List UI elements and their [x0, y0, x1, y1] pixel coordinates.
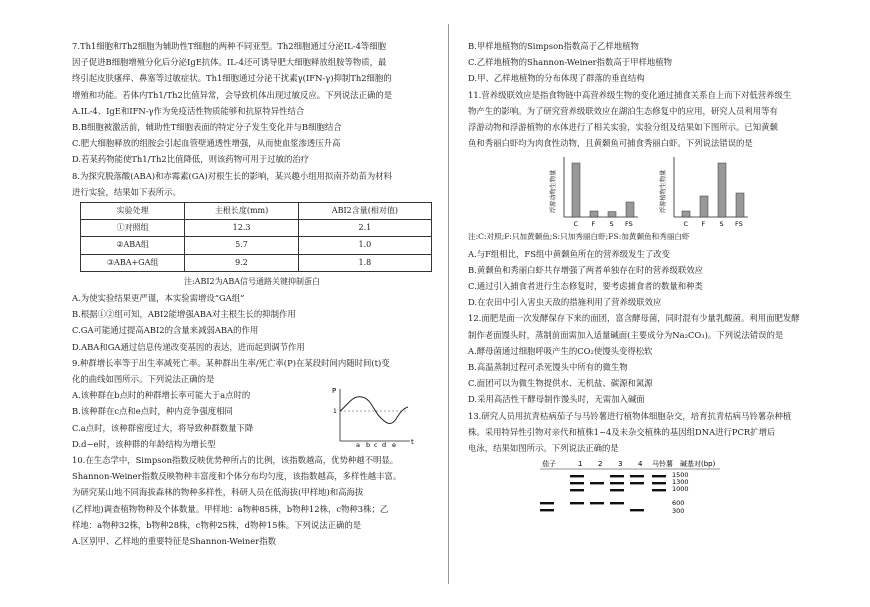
table-cell: ①对照组: [81, 220, 185, 237]
q12-stem-line: 12.面肥是面一次发酵保存下来的面团，富含酵母菌，同时混有少量乳酸菌。利用面肥发酵: [468, 313, 800, 324]
q9-option-b: B.该种群在c点和e点时，种内竞争强度相同: [72, 406, 233, 417]
y-axis-label: P: [332, 386, 337, 395]
gel-lane-label: 2: [598, 460, 603, 469]
table-note: 注:ABI2为ABA信号通路关键抑制蛋白: [183, 276, 321, 286]
q10-option-c: C.乙样地植物的Shannon-Weiner指数高于甲样地植物: [468, 57, 673, 68]
gel-band: [570, 475, 584, 477]
q12-option-d: D.采用高活性干酵母制作馒头时，无需加入碱面: [468, 394, 645, 405]
q11-stem-line: 物产生的影响。为了研究营养级联效应在湖泊生态修复中的应用，研究人员利用等有: [468, 105, 778, 116]
p-curve: [340, 397, 408, 424]
table-row: [81, 220, 432, 237]
tick-label: e: [392, 440, 396, 447]
q11-stem-line: 鱼和秀丽白虾均为肉食性动物，且黄颡鱼可捕食秀丽白虾。下列说法错误的是: [468, 138, 753, 149]
q10-stem-line: 为研究某山地不同海拔森林的物种多样性，科研人员在低海拔(甲样地)和高海拔: [72, 487, 364, 498]
table-header-cell: ABI2含量(相对值): [298, 203, 431, 220]
gel-lane-label: 3: [618, 460, 623, 469]
table-cell: 1.0: [298, 237, 431, 254]
q7-option-b: B.B细胞被激活前，辅助性T细胞表面的特定分子发生变化并与B细胞结合: [72, 122, 342, 133]
tick-label: c: [374, 440, 378, 447]
gel-band: [610, 502, 624, 504]
question-8: [72, 168, 432, 355]
tick-label: FS: [735, 220, 743, 229]
bar-C: [572, 163, 580, 217]
left-column: [72, 38, 432, 549]
tick-label: b: [366, 440, 371, 447]
tick-label: FS: [625, 220, 633, 229]
q8-stem-line: 8.为探究脱落酸(ABA)和赤霉素(GA)对根生长的影响，某兴趣小组用拟南芥幼苗为材料: [72, 170, 393, 181]
q8-option-a: A.为使实验结果更严谨，本实验需增设“GA组”: [72, 293, 245, 304]
question-10-continued: [468, 38, 808, 87]
q7-option-d: D.若某药物能使Th1/Th2比值降低，则该药物可用于过敏的治疗: [72, 154, 310, 165]
q7-stem-line: 终引起皮肤瘙痒、鼻塞等过敏症状。Th1细胞通过分泌干扰素γ(IFN-γ)抑制Th2细胞的: [72, 73, 392, 84]
gel-band: [652, 475, 666, 477]
table-row: [81, 254, 432, 271]
zooplankton-biomass-chart: [548, 153, 638, 229]
q9-option-c: C.a点时，该种群密度过大，将导致种群数量下降: [72, 422, 254, 433]
gel-band: [590, 482, 604, 484]
bar-F: [590, 211, 598, 217]
q11-option-c: C.通过引入捕食者进行生态修复时，要考虑捕食者的数量和种类: [468, 281, 703, 292]
table-cell: 1.8: [298, 254, 431, 271]
q7-stem-line: 7.Th1细胞和Th2细胞为辅助性T细胞的两种不同亚型。Th2细胞通过分泌IL-4等细胞: [72, 41, 387, 51]
table-cell: ③ABA+GA组: [81, 254, 185, 271]
q9-stem-line: 化的曲线如图所示。下列说法正确的是: [72, 374, 215, 385]
gel-band: [630, 509, 644, 511]
tick-label: S: [609, 220, 614, 229]
gel-band: [570, 482, 584, 484]
q7-option-c: C.肥大细胞释放的组胺会引起血管壁通透性增强，从而使血浆渗透压升高: [72, 138, 341, 149]
table-cell: 12.3: [185, 220, 299, 237]
y-axis-label: 浮游植物生物量: [660, 170, 667, 214]
table-row: [81, 237, 432, 254]
q9-option-d: D.d~e时，该种群的年龄结构为增长型: [72, 438, 216, 449]
y-axis-label: 浮游动物生物量: [550, 170, 557, 214]
gel-band: [610, 489, 624, 491]
gel-band: [540, 509, 554, 511]
gel-lane-label: 1: [578, 460, 583, 469]
question-7: [72, 38, 432, 168]
gel-lane-label: 马铃薯: [652, 460, 673, 469]
tick-label: d: [382, 440, 387, 447]
table-cell: 5.7: [185, 237, 299, 254]
q10-option-d: D.甲、乙样地植物的分布体现了群落的垂直结构: [468, 73, 645, 84]
q10-stem-line: 10.在生态学中，Simpson指数反映优势种所占的比例，该指数越高，优势种越不明显。: [72, 455, 399, 466]
gel-band: [630, 475, 644, 477]
gel-marker-label: 1300: [672, 478, 689, 487]
q12-stem-line: 制作老面馒头时，蒸制前面需加入适量碱面(主要成分为Na₂CO₃)。下列说法错误的是: [468, 329, 784, 340]
q13-stem-line: 13.研究人员用抗青枯病茄子与马铃薯进行植物体细胞杂交，培育抗青枯病马铃薯杂种植: [468, 410, 792, 421]
table-header-row: [81, 203, 432, 220]
gel-marker-label: 1000: [672, 485, 689, 494]
q11-option-d: D.在农田中引入害虫天敌的措施利用了营养级联效应: [468, 297, 662, 308]
tick-label: S: [719, 220, 724, 229]
table-header-cell: 主根长度(mm): [185, 203, 299, 220]
phytoplankton-biomass-chart: [658, 153, 748, 229]
gel-bands: [540, 475, 666, 511]
q13-stem-line: 株。采用特异性引物对亲代和植株1~4及未杂交植株的基因组DNA进行PCR扩增后: [468, 426, 776, 437]
column-divider: [448, 24, 449, 584]
question-9: [72, 355, 432, 452]
gel-band: [540, 502, 554, 504]
bar-FS: [626, 202, 634, 217]
bar-FS: [736, 193, 744, 217]
gel-marker-label: 1500: [672, 471, 689, 480]
right-column: [468, 38, 808, 525]
gel-unit-label: 碱基对(bp): [680, 460, 716, 469]
q8-option-b: B.根据①②组可知，ABI2能增强ABA对主根生长的抑制作用: [72, 309, 296, 320]
q11-option-a: A.与F组相比，FS组中黄颡鱼所在的营养级发生了改变: [468, 248, 670, 259]
q13-stem-line: 电泳，结果如图所示。下列说法正确的是: [468, 443, 619, 454]
q12-option-c: C.面团可以为微生物提供水、无机盐、碳源和氮源: [468, 378, 653, 389]
tick-label: F: [591, 220, 596, 229]
question-13: [468, 408, 808, 526]
gel-band: [652, 482, 666, 484]
gel-band: [610, 482, 624, 484]
gel-band: [570, 489, 584, 491]
q9-stem-line: 9.种群增长率等于出生率减死亡率。某种群出生率/死亡率(P)在某段时间内随时间(t)变: [72, 357, 390, 368]
tick-label: C: [573, 220, 579, 229]
q10-stem-line: Shannon-Weiner指数反映物种丰富度和个体分布均匀度，该指数越高，多样性越丰富。: [72, 471, 402, 482]
tick-label: a: [356, 440, 360, 447]
question-10: [72, 452, 432, 549]
bar-C: [682, 211, 690, 217]
x-axis-label: t: [411, 437, 414, 446]
electrophoresis-gel: [540, 458, 770, 520]
gel-marker-label: 600: [672, 499, 685, 508]
chart-note: 注:C:对照;F:只加黄颡鱼;S:只加秀丽白虾;FS:加黄颡鱼和秀丽白虾: [468, 232, 690, 242]
gel-lane-label: 4: [638, 460, 643, 469]
q11-stem-line: 浮游动物和浮游植物的水体进行了相关实验，实验分组及结果如下图所示。已知黄颡: [468, 122, 778, 133]
y-value-label: 1: [333, 407, 337, 415]
q8-stem-line: 进行实验，结果如下表所示。: [72, 186, 181, 197]
bar-S: [718, 163, 726, 217]
q11-stem-line: 11.营养级联效应是指食物链中高营养级生物的变化通过捕食关系自上而下对低营养级生: [468, 89, 792, 100]
bar-S: [608, 212, 616, 217]
table-header-cell: 实验处理: [81, 203, 185, 220]
gel-lane-label: 茄子: [542, 460, 556, 469]
q7-stem-line: 因子促进B细胞增殖分化后分泌IgE抗体。IL-4还可诱导肥大细胞释放组胺等物质，最: [72, 57, 387, 68]
gel-band: [630, 482, 644, 484]
q11-option-b: B.黄颡鱼和秀丽白虾共存增强了两者单独存在时的营养级联效应: [468, 264, 703, 275]
q9-option-a: A.该种群在b点时的种群增长率可能大于a点时的: [72, 390, 251, 401]
q7-option-a: A.IL-4、IgE和IFN-γ作为免疫活性物质能够和抗原特异性结合: [72, 105, 305, 116]
experiment-table: [80, 202, 432, 272]
gel-band: [570, 502, 584, 504]
q7-stem-line: 增殖和功能。若体内Th1/Th2比值异常，会导致机体出现过敏反应。下列说法正确的是: [72, 89, 393, 100]
table-cell: 9.2: [185, 254, 299, 271]
question-12: [468, 310, 808, 407]
q8-option-d: D.ABA和GA通过信息传递改变基因的表达，进而起到调节作用: [72, 341, 305, 352]
q10-stem-line: 样地：a物种32株，b物种28株，c物种25株，d物种15株。下列说法正确的是: [72, 519, 362, 530]
gel-marker-label: 300: [672, 507, 685, 516]
q8-option-c: C.GA可能通过提高ABI2的含量来减弱ABA的作用: [72, 325, 259, 336]
q12-option-a: A.酵母菌通过细胞呼吸产生的CO₂使馒头变得松软: [468, 345, 653, 356]
gel-band: [652, 489, 666, 491]
gel-band: [610, 475, 624, 477]
bar-F: [700, 196, 708, 217]
q10-option-b: B.甲样地植物的Simpson指数高于乙样地植物: [468, 41, 639, 51]
tick-label: F: [701, 220, 706, 229]
q10-stem-line: (乙样地)调查植物物种及个体数量。甲样地：a物种85株，b物种12株，c物种3株；乙: [72, 503, 389, 514]
question-11: [468, 87, 808, 311]
biomass-charts: [468, 151, 808, 229]
tick-label: C: [683, 220, 689, 229]
p-curve-graph: [330, 385, 416, 447]
gel-band: [590, 502, 604, 504]
table-cell: 2.1: [298, 220, 431, 237]
table-cell: ②ABA组: [81, 237, 185, 254]
q10-option-a: A.区别甲、乙样地的重要特征是Shannon-Weiner指数: [72, 536, 276, 547]
q12-option-b: B.高温蒸制过程可杀死馒头中所有的微生物: [468, 362, 628, 373]
